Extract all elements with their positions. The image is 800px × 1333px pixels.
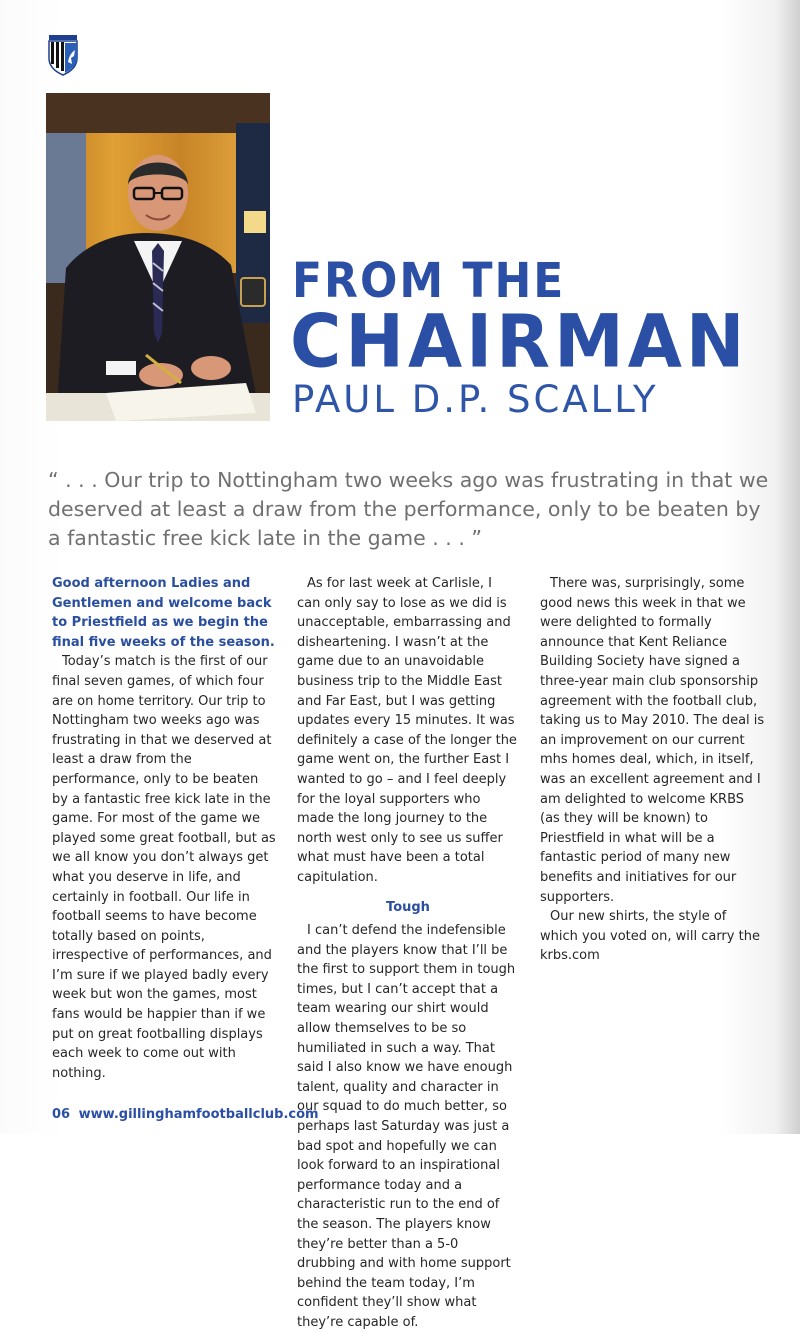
chairman-photo bbox=[46, 93, 270, 421]
article-paragraph: There was, surprisingly, some good news this week in that we were delighted to formally announce that Kent Reliance Building Society have signed a three-year main club sponsorship agreement with the football club, taking us to May 2010. The deal is an improvement on our current mhs homes deal, which, in itself, was an excellent agreement and I am delighted to welcome KRBS (as they will be known) to Priestfield in what will be a fantastic period of many new benefits and initiatives for our supporters. bbox=[540, 576, 765, 905]
article-subhead: Tough bbox=[386, 899, 430, 915]
website-link[interactable]: www.gillinghamfootballclub.com bbox=[78, 1107, 319, 1122]
author-byline: PAUL D.P. SCALLY bbox=[292, 378, 659, 421]
article-paragraph: I can’t defend the indefensible and the players know that I’ll be the first to support them in tough times, but I can’t accept that a team wearing our shirt would allow themselves to be so humiliated in such a way. That said I also know we have enough talent, quality and character in our squad to do much better, so perhaps last Saturday was just a bad spot and hopefully we can look forward to an inspirational performance today and a characteristic run to the end of the season. The players know they’re better than a 5-0 drubbing and with home support behind the team today, I’m confident they’ll show what they’re capable of. bbox=[297, 923, 516, 1330]
pull-quote: “ . . . Our trip to Nottingham two weeks ago was frustrating in that we deserved at least a draw from the performance, only to be beaten by a fantastic free kick late in the game . . . ” bbox=[48, 468, 769, 550]
article-column-2 bbox=[297, 574, 519, 1333]
page-footer bbox=[52, 1107, 319, 1122]
article-paragraph: Today’s match is the first of our final seven games, of which four are on home territory. Our trip to Nottingham two weeks ago was frustrating in that we deserved at least a draw from the performance, only to be beaten by a fantastic free kick late in the game. For most of the game we played some great football, but as we all know you don’t always get what you deserve in life, and certainly in football. Our life in football seems to have become totally based on points, irrespective of performances, and I’m sure if we played badly every week but won the games, most fans would be happier than if we put on great footballing displays each week to come out with nothing. bbox=[52, 654, 276, 1081]
article-column-1 bbox=[52, 574, 278, 1083]
page-number: 06 bbox=[52, 1107, 71, 1122]
article-intro: Good afternoon Ladies and Gentlemen and welcome back to Priestfield as we begin the final five weeks of the season. bbox=[52, 576, 275, 650]
page-title-line2: CHAIRMAN bbox=[290, 298, 749, 385]
article-column-3 bbox=[540, 574, 765, 966]
article-paragraph: Our new shirts, the style of which you voted on, will carry the krbs.com bbox=[540, 909, 760, 964]
club-crest-icon bbox=[46, 34, 80, 76]
page-title-line1: FROM THE bbox=[292, 253, 566, 310]
article-paragraph: As for last week at Carlisle, I can only say to lose as we did is unacceptable, embarrassing and disheartening. I wasn’t at the game due to an unavoidable business trip to the Middle East and Far East, but I was getting updates every 15 minutes. It was definitely a case of the longer the game went on, the further East I wanted to go – and I feel deeply for the loyal supporters who made the long journey to the north west only to see us suffer what must have been a total capitulation. bbox=[297, 576, 517, 885]
